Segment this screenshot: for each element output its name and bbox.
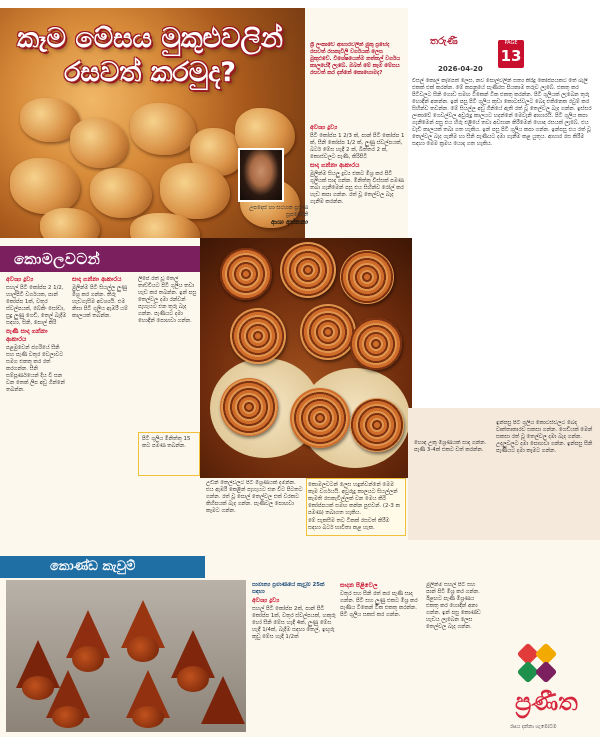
under-photo-note: මේ සැකසීම තව ටිකක් රසවත් කිරීම සඳහා බටර් භාවිතා කළ හැක.: [308, 518, 390, 531]
komalawatan-method-column: [72, 276, 134, 536]
cream-box-text-right: ඉන්පසු පිටි ගුලිය කොටස්වලට බෙදා වෘත්තාකාරව සකසා ගන්න. ගෙඩියක් මෙන් සකසා රත් වූ තෙල්වල දමා බැද ගන්න. උදලුවලට දමා පොඟවා ගන්න. ඉන්පසු සීනි පැණියට දමා කෑමට ගන්න.: [496, 420, 593, 454]
under-photo-right: කොමලවටන් ලෙස හඳුන්වන්නේ මෙම කෑම වර්ගයයි. අවුරුදු කාලයට සියල්ලන් කැමති රසකැවිල්ලක් වන මෙය කිරි කෝප්පයක් සමඟ කන්න පුළුවන්. (2-3 ක පමණ) තබාගත හැකිය.: [308, 482, 400, 516]
author-role: උපදෙස් හා සටහන ප්‍රවීණ සූපවේදිනී: [249, 205, 308, 218]
komalawatan-ingredients: සහල් පිටි කෝප්ප 2 1/2, හාල්පිටි වර්ගයක, පාන් කෝප්ප 1ක්, වතුර ස්වල්පයක්, බේකිං සෝඩා, සුදු ලුණු ගෙඩි, තෙල් බැදීම සඳහා, සිනි, පොල් කිරි: [6, 285, 67, 326]
kavum-method-column-2: [426, 582, 486, 732]
komalawatan-honey: පළමුවෙන් ජගරියේ සීනි සහ පැණි වතුර වෙලාවට සමග එකතු කර රත් කරගන්න. සීනි සම්පූර්ණයෙන් දිය වී ඝන වන තෙක් ලිප අඩු ගින්නේ තබන්න.: [6, 345, 65, 393]
komalawatan-ingredients-column: [6, 276, 68, 536]
komalawatan-method1: මුලින්ම පිටි සියල්ල ලුණු මිශ්‍ර කර ගන්න. තීරු හැඩගැසීම අවශ්‍යයි. එම නිසා පිටි ගුලිය ඇඹරී යම් කාලයක් තබන්න.: [72, 285, 128, 319]
under-photo-right-text: [306, 480, 404, 538]
kavum-method-heading: සාදන පිළිවෙල: [340, 582, 378, 589]
magazine-name: තරුණී: [430, 36, 458, 47]
komalawatan-method-column-2: [138, 276, 200, 430]
intro-recipe: [310, 124, 406, 236]
brand-tagline: රසය දන්නා හැමෝටම: [510, 724, 557, 730]
kavum-title: කොණ්ඩ කැවුම්: [50, 559, 136, 574]
komalawatan-photo: [200, 238, 412, 478]
komalawatan-title: කොමලවටන්: [14, 250, 101, 268]
kavum-ingredients-column: [252, 582, 336, 732]
under-photo-left-text: උඩින් තෙල්වලට පිටි මිශ්‍රණයක් දමන්න. එය ඇඹරී කෙළින් පැහැයට එන විට පිටතට ගන්න. රත් වූ පොල් තෙල්වල එක් වරකට කිහිපයක් බැද ගන්න. පැණිවල පොඟවා කෑමට ගන්න.: [206, 480, 303, 514]
page-number: 13: [500, 47, 522, 65]
komalawatan-honey-heading: පැණි සාදා ගන්නා ආකාරය: [6, 328, 48, 343]
right-column-text: විසල් කොල් කෑම්පත් ලෙස, නව පොල්වලින් සත්‍ය කිරිදූ කෝප්පයකට තේ බැලි එකක් එක් කරන්න. මේ කපනුයේ පැණිරස පියකාම තරුව ලැබේ. එකතු කර පිටිවලට සීනි ගොඩ සමඟ ටිකෙන් ටික එකතු කරන්න. පිටි ගුලියක් ලැබෙන තුරු හොඳින් අනන්න. ඉන් පසු පිටි ගුලිය කුඩා කොටස්වලට බෙදා එකිනෙක රවුම් කර සිහින්ව තවන්න. මේ සියල්ල අඩු ගිනියේ ඇති රත් වූ තෙල්වල බැද ගන්න. ඉස්සර ලංකාවේ ගෙවල්වල අවුරුදු කාලයට හදන්නේ මෙවැනි ආහාරයි. පිටි ගුලිය කපා ගැනීමෙන් පසු එය හිරු එළියේ තවා අවසාන කිරීමෙන් හොඳ රසයක් ලැබේ. එය වැඩි කාලයක් තබා ගත හැකිය. ඉන් පසු පිටි ගුලිය කපා ගන්න. ඉන්පසු එය රත් වූ තෙල්වල බැද ගැනීම හා සීනි පැණියට දමා ගැනීම කළ යුතුය. ආහාර රස කිරීම සඳහා මෙම ක්‍රමය යොදා ගත හැකිය.: [412, 78, 592, 147]
issue-date: 2026-04-20: [438, 65, 483, 73]
kavum-ingredients-heading: අවශ්‍ය ද්‍රව්‍ය: [252, 597, 280, 604]
intro-method-heading: සාදා ගන්නා ආකාරය: [310, 162, 360, 169]
intro-ingredients-heading: අවශ්‍ය ද්‍රව්‍ය: [310, 124, 338, 131]
intro-lead: ශ්‍රී ලංකාවේ ආහාරවලින් මුකු ප්‍රභේද රසවත් රසකැවිලි වර්ගයක් ලෙස මුකුළුවේ. විශේෂයෙන්ම නත්තල් වර්ගය කාලයේදී ලැබේ. ඔබත් මේ කෑම මේසය රසවත් කර දන්නේ කොහොමද?: [310, 42, 401, 76]
color-dots: [268, 2, 328, 6]
author-caption: [228, 205, 308, 226]
author-name: ආශා අත්තනා: [270, 218, 308, 226]
kavum-method-column: [340, 582, 424, 732]
kavum-ingredients: සහල් පිටි කෝප්ප 2ක්, පාන් පිටි කෝප්ප 1ක්, වතුර ස්වල්පයක්, හකුරු හෝ සීනි මේස හැඳි 4ක්, ලුණු මේස හැඳි 1/4ක්, බැදීම සඳහා තෙල්, ඉඟුරු කුඩු මේස හැඳි 1/2ක්: [252, 606, 336, 640]
hero-title: [10, 22, 290, 90]
intro-text: [310, 42, 406, 122]
hero-title-line1: කෑම මේසය මුකුළුවලින්: [17, 23, 283, 54]
brand-name: ප්‍රණීත: [515, 688, 578, 716]
komalawatan-tip: පිටි ගුලිය මිනිත්තු 15 කට පමණ තබන්න.: [142, 436, 191, 449]
komalawatan-tip-box: [138, 432, 200, 476]
hero-title-line2: රසවත් කරමුද?: [64, 57, 236, 88]
intro-ingredients: පිටි කෝප්ප 1 2/3 ක්, පාන් පිටි කෝප්ප 1 ක්, සීනි කෝප්ප 1/2 ක්, ලුණු ස්වල්පයක්, බටර් මේස හැඳි 2 ක්, බිත්තර 2 ක්, කොස්වලට පැණි, කිරිපිටි: [310, 133, 405, 160]
cream-box-text-left: හොඳ උකු මිශ්‍රණයක් සාදා ගන්න. පැණි 3-4ක් එකට වත් කරන්න.: [414, 440, 487, 453]
page-badge: [498, 40, 524, 68]
page-label: PAGE: [504, 40, 518, 46]
komalawatan-method2: ලිපේ රත් වූ තෙල් තාච්චියට පිටි ගුලිය තවා හැඩ කර තබන්න. ඉන් පසු තෙල්වල දමා රන්වන් පැහැයට එන තුරු බැද ගන්න. පැණියට දමා හොඳින් පොඟවා ගන්න.: [138, 276, 197, 324]
kavum-photo: [6, 580, 246, 732]
kavum-method2: මුලින්ම සහල් පිටි සහ පාන් පිටි මිශ්‍ර කර ගන්න. ඊළඟට පැණි මිශ්‍රණය එකතු කර හොඳින් අනා ගන්න. ඉන් පසු කොණ්ඩ හැඩය ලැබෙන ලෙස තෙල්වල බැද ගන්න.: [426, 582, 481, 630]
brand-logo-icon: [520, 646, 556, 682]
komalawatan-method-heading: සාදා ගන්නා ආකාරය: [72, 276, 122, 283]
komalawatan-ingredients-heading: අවශ්‍ය ද්‍රව්‍ය: [6, 276, 34, 283]
kavum-serving: සාමාන්‍ය ප්‍රමාණයේ කැවුම් 25ක් සඳහා: [252, 582, 325, 595]
kavum-method1: වතුර සහ සීනි රත් කර පැණි සාදා ගන්න. පිටි සහ ලුණු එකට මිශ්‍ර කර පැණිය ටිකෙන් ටික එකතු කරන්න. පිටි ගුලිය සකස් කර ගන්න.: [340, 591, 418, 618]
intro-method: මුලින්ම සියලු ද්‍රව්‍ය එකට මිශ්‍ර කර පිටි ගුලියක් සාදා ගන්න. මිනිත්තු විස්සක් පමණ තබා ගැනීමෙන් පසු එය සිහින්ව රෝල් කර හැඩ කපා ගන්න. රත් වූ තෙල්වල බැද ගැනීම කරන්න.: [310, 171, 404, 205]
author-photo: [238, 148, 284, 202]
